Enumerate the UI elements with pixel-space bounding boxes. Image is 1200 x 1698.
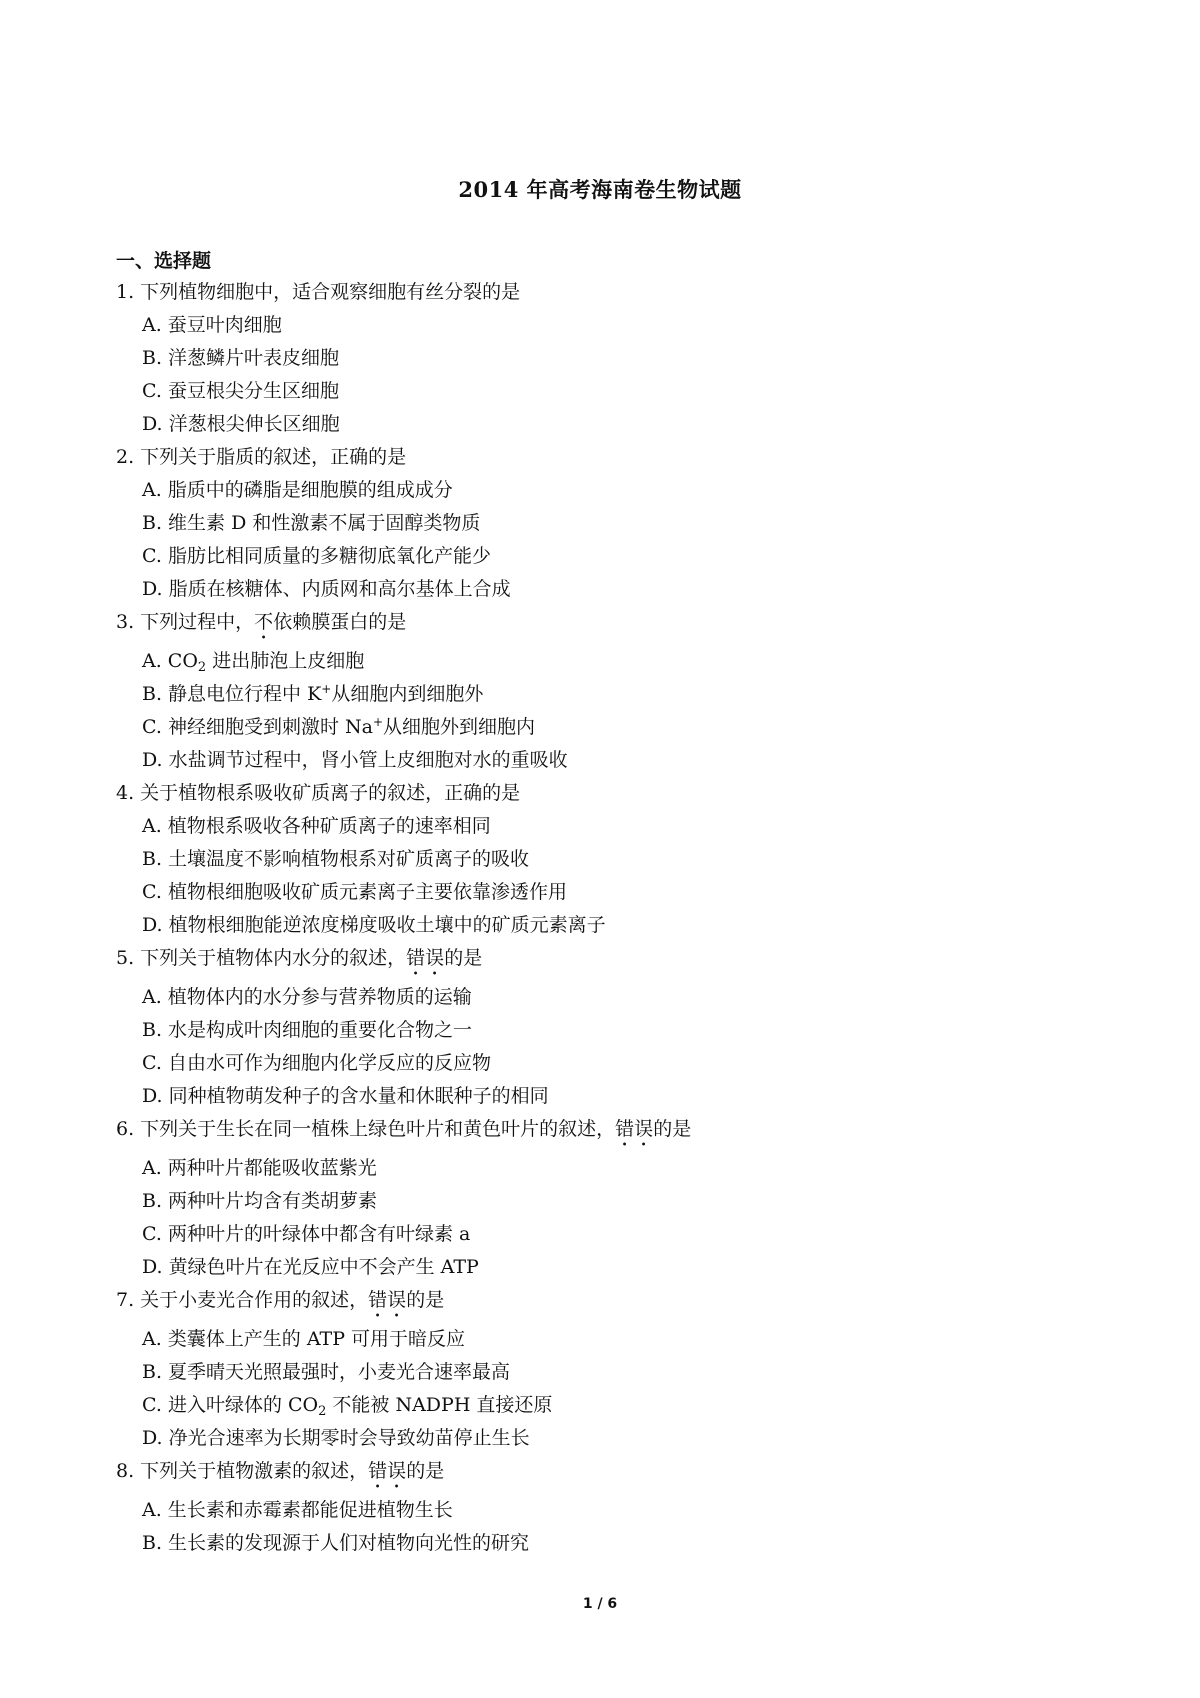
text-run: C. 脂肪比相同质量的多糖彻底氧化产能少 xyxy=(142,545,491,567)
option-list xyxy=(116,810,1116,942)
text-run: A. 植物体内的水分参与营养物质的运输 xyxy=(142,986,472,1008)
answer-option xyxy=(116,1527,1116,1560)
document-title: 2014 年高考海南卷生物试题 xyxy=(458,177,742,202)
option-list xyxy=(116,1152,1116,1284)
answer-option xyxy=(116,573,1116,606)
answer-option xyxy=(116,810,1116,843)
subscript-text: 2 xyxy=(197,660,207,675)
answer-option xyxy=(116,474,1116,507)
text-run: 1. 下列植物细胞中，适合观察细胞有丝分裂的是 xyxy=(116,281,521,303)
question-item xyxy=(116,606,1116,777)
text-run: B. 夏季晴天光照最强时，小麦光合速率最高 xyxy=(142,1361,511,1383)
text-run: C. 两种叶片的叶绿体中都含有叶绿素 a xyxy=(142,1223,471,1245)
text-run: B. 洋葱鳞片叶表皮细胞 xyxy=(142,347,340,369)
question-item xyxy=(116,777,1116,942)
text-run: 4. 关于植物根系吸收矿质离子的叙述，正确的是 xyxy=(116,782,521,804)
text-run: 进出肺泡上皮细胞 xyxy=(206,650,365,672)
text-run: B. 生长素的发现源于人们对植物向光性的研究 xyxy=(142,1532,530,1554)
emphasis-text: 错误 xyxy=(368,1289,407,1311)
text-run: 2. 下列关于脂质的叙述，正确的是 xyxy=(116,446,407,468)
option-list xyxy=(116,1494,1116,1560)
answer-option xyxy=(116,1251,1116,1284)
question-stem xyxy=(116,1113,1116,1146)
answer-option xyxy=(116,1422,1116,1455)
option-list xyxy=(116,474,1116,606)
text-run: A. 生长素和赤霉素都能促进植物生长 xyxy=(142,1499,453,1521)
question-stem xyxy=(116,1284,1116,1317)
question-stem xyxy=(116,606,1116,639)
emphasis-text: 错误 xyxy=(368,1460,407,1482)
question-item xyxy=(116,1284,1116,1455)
text-run: 5. 下列关于植物体内水分的叙述， xyxy=(116,947,407,969)
question-stem xyxy=(116,441,1116,474)
answer-option xyxy=(116,1152,1116,1185)
text-run: B. 静息电位行程中 K xyxy=(142,683,322,705)
text-run: C. 植物根细胞吸收矿质元素离子主要依靠渗透作用 xyxy=(142,881,567,903)
text-run: B. 土壤温度不影响植物根系对矿质离子的吸收 xyxy=(142,848,530,870)
text-run: 3. 下列过程中， xyxy=(116,611,255,633)
question-item xyxy=(116,942,1116,1113)
answer-option xyxy=(116,1218,1116,1251)
emphasis-text: 不 xyxy=(254,611,274,633)
text-run: 的是 xyxy=(406,1460,445,1482)
text-run: D. 脂质在核糖体、内质网和高尔基体上合成 xyxy=(142,578,511,600)
answer-option xyxy=(116,645,1116,678)
text-run: B. 维生素 D 和性激素不属于固醇类物质 xyxy=(142,512,481,534)
answer-option xyxy=(116,981,1116,1014)
text-run: D. 洋葱根尖伸长区细胞 xyxy=(142,413,340,435)
page-number: 1 / 6 xyxy=(582,1596,618,1612)
answer-option xyxy=(116,507,1116,540)
answer-option xyxy=(116,843,1116,876)
text-run: 从细胞外到细胞内 xyxy=(383,716,536,738)
answer-option xyxy=(116,342,1116,375)
question-stem xyxy=(116,1455,1116,1488)
text-run: B. 两种叶片均含有类胡萝素 xyxy=(142,1190,378,1212)
answer-option xyxy=(116,408,1116,441)
answer-option xyxy=(116,1047,1116,1080)
supscript-text: + xyxy=(372,715,383,729)
text-run: A. 植物根系吸收各种矿质离子的速率相同 xyxy=(142,815,491,837)
emphasis-text: 错误 xyxy=(615,1118,654,1140)
text-run: C. 蚕豆根尖分生区细胞 xyxy=(142,380,339,402)
text-run: A. CO xyxy=(142,650,198,672)
question-stem xyxy=(116,276,1116,309)
text-run: D. 植物根细胞能逆浓度梯度吸收土壤中的矿质元素离子 xyxy=(142,914,606,936)
answer-option xyxy=(116,876,1116,909)
text-run: 7. 关于小麦光合作用的叙述， xyxy=(116,1289,369,1311)
answer-option xyxy=(116,744,1116,777)
text-run: 依赖膜蛋白的是 xyxy=(273,611,407,633)
answer-option xyxy=(116,375,1116,408)
option-list xyxy=(116,309,1116,441)
answer-option xyxy=(116,1014,1116,1047)
question-stem xyxy=(116,777,1116,810)
text-run: D. 黄绿色叶片在光反应中不会产生 ATP xyxy=(142,1256,479,1278)
text-run: C. 自由水可作为细胞内化学反应的反应物 xyxy=(142,1052,491,1074)
question-item xyxy=(116,441,1116,606)
subscript-text: 2 xyxy=(318,1404,327,1419)
emphasis-text: 错误 xyxy=(406,947,445,969)
answer-option xyxy=(116,1356,1116,1389)
question-item xyxy=(116,1455,1116,1560)
text-run: 的是 xyxy=(653,1118,692,1140)
text-run: A. 类囊体上产生的 ATP 可用于暗反应 xyxy=(142,1328,466,1350)
answer-option xyxy=(116,1494,1116,1527)
text-run: C. 神经细胞受到刺激时 Na xyxy=(142,716,373,738)
answer-option xyxy=(116,1080,1116,1113)
question-item xyxy=(116,276,1116,441)
section-heading: 一、选择题 xyxy=(116,250,212,272)
answer-option xyxy=(116,678,1116,711)
option-list xyxy=(116,981,1116,1113)
question-list xyxy=(116,276,1116,1560)
answer-option xyxy=(116,309,1116,342)
text-run: A. 脂质中的磷脂是细胞膜的组成成分 xyxy=(142,479,453,501)
question-item xyxy=(116,1113,1116,1284)
answer-option xyxy=(116,540,1116,573)
text-run: 6. 下列关于生长在同一植株上绿色叶片和黄色叶片的叙述， xyxy=(116,1118,616,1140)
text-run: B. 水是构成叶肉细胞的重要化合物之一 xyxy=(142,1019,473,1041)
text-run: 从细胞内到细胞外 xyxy=(331,683,484,705)
text-run: A. 两种叶片都能吸收蓝紫光 xyxy=(142,1157,377,1179)
text-run: D. 净光合速率为长期零时会导致幼苗停止生长 xyxy=(142,1427,530,1449)
text-run: 不能被 NADPH 直接还原 xyxy=(326,1394,553,1416)
option-list xyxy=(116,645,1116,777)
answer-option xyxy=(116,1323,1116,1356)
text-run: 的是 xyxy=(406,1289,445,1311)
text-run: C. 进入叶绿体的 CO xyxy=(142,1394,319,1416)
answer-option xyxy=(116,1185,1116,1218)
text-run: 8. 下列关于植物激素的叙述， xyxy=(116,1460,369,1482)
answer-option xyxy=(116,1389,1116,1422)
text-run: A. 蚕豆叶肉细胞 xyxy=(142,314,282,336)
option-list xyxy=(116,1323,1116,1455)
answer-option xyxy=(116,711,1116,744)
text-run: D. 同种植物萌发种子的含水量和休眠种子的相同 xyxy=(142,1085,549,1107)
answer-option xyxy=(116,909,1116,942)
text-run: 的是 xyxy=(444,947,483,969)
text-run: D. 水盐调节过程中，肾小管上皮细胞对水的重吸收 xyxy=(142,749,568,771)
question-stem xyxy=(116,942,1116,975)
supscript-text: + xyxy=(321,682,332,696)
